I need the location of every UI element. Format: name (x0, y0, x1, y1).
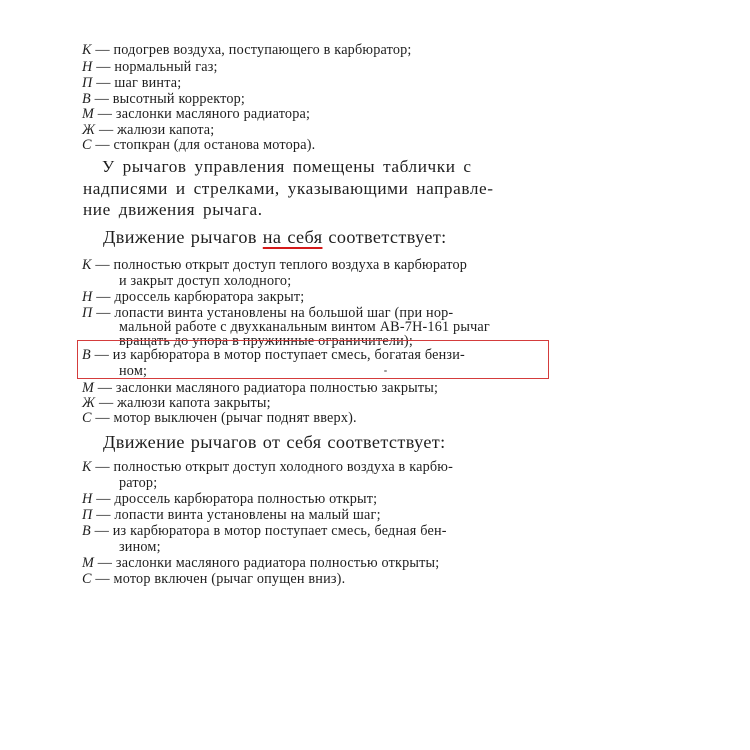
legend-item-m (82, 107, 310, 121)
item-letter: В (82, 523, 91, 539)
legend-letter: В (82, 91, 91, 107)
item-text: — мотор выключен (рычаг поднят вверх). (91, 410, 357, 426)
toward-item-m (82, 381, 438, 395)
item-text: — заслонки масляного радиатора полностью открыты; (94, 555, 440, 571)
item-text: — полностью открыт доступ холодного воздуха в карбю- (91, 459, 454, 475)
legend-text: — стопкран (для останова мотора). (91, 137, 316, 153)
item-letter: М (82, 380, 95, 396)
section-heading-toward (103, 228, 447, 246)
away-item-p (82, 508, 381, 522)
legend-item-s (82, 138, 315, 152)
legend-item-k (82, 43, 412, 57)
item-letter: П (82, 305, 93, 321)
item-text: — дроссель карбюратора закрыт; (92, 289, 305, 305)
item-letter: Н (82, 289, 93, 305)
heading-emphasis: на себя (262, 227, 323, 247)
scan-speck (384, 370, 387, 372)
toward-item-k (82, 258, 467, 272)
away-item-k (82, 460, 453, 474)
paragraph-line: надписями и стрелками, указывающими направле- (83, 179, 494, 198)
legend-letter: Ж (82, 122, 96, 138)
item-letter: С (82, 410, 92, 426)
item-text: — мотор включен (рычаг опущен вниз). (91, 571, 346, 587)
item-text: — жалюзи капота закрыты; (95, 395, 271, 411)
legend-text: — жалюзи капота; (95, 122, 215, 138)
legend-text: — шаг винта; (92, 75, 182, 91)
item-letter: К (82, 257, 92, 273)
away-item-n (82, 492, 377, 506)
item-letter: Ж (82, 395, 96, 411)
away-item-m (82, 556, 439, 570)
section-heading-away: Движение рычагов от себя соответствует: (103, 432, 446, 452)
item-continuation: ном; (119, 363, 148, 379)
item-text: — из карбюратора в мотор поступает смесь, бедная бен- (90, 523, 447, 539)
item-text: — заслонки масляного радиатора полностью закрыты; (94, 380, 439, 396)
item-text: — лопасти винта установлены на малый шаг; (92, 507, 381, 523)
away-item-v (82, 524, 447, 538)
item-text: — дроссель карбюратора полностью открыт; (92, 491, 378, 507)
legend-item-v (82, 92, 245, 106)
legend-text: — заслонки масляного радиатора; (94, 106, 311, 122)
item-continuation: зином; (119, 539, 161, 555)
item-letter: В (82, 347, 91, 363)
legend-letter: К (82, 42, 92, 58)
legend-letter: П (82, 75, 93, 91)
item-letter: Н (82, 491, 93, 507)
highlight-box (77, 340, 549, 379)
item-continuation: и закрыт доступ холодного; (119, 273, 292, 289)
legend-text: — подогрев воздуха, поступающего в карбюратор; (91, 42, 412, 58)
paragraph-line: У рычагов управления помещены таблички с (102, 157, 472, 176)
paragraph-line: ние движения рычага. (83, 200, 263, 219)
legend-item-p (82, 76, 181, 90)
item-continuation: мальной работе с двухканальным винтом АВ-7Н-161 рычаг (119, 319, 490, 335)
item-letter: С (82, 571, 92, 587)
legend-letter: М (82, 106, 95, 122)
item-text: — лопасти винта установлены на большой шаг (при нор- (92, 305, 454, 321)
toward-item-n (82, 290, 304, 304)
heading-text: соответствует: (322, 227, 447, 247)
item-letter: М (82, 555, 95, 571)
item-letter: К (82, 459, 92, 475)
legend-item-zh (82, 123, 214, 137)
legend-item-n (82, 60, 218, 74)
away-item-s (82, 572, 345, 586)
item-text: — полностью открыт доступ теплого воздуха в карбюратор (91, 257, 468, 273)
toward-item-zh (82, 396, 271, 410)
legend-letter: Н (82, 59, 93, 75)
item-text: — из карбюратора в мотор поступает смесь, богатая бензи- (90, 347, 465, 363)
legend-text: — высотный корректор; (90, 91, 246, 107)
legend-text: — нормальный газ; (92, 59, 218, 75)
heading-text: Движение рычагов (103, 227, 263, 247)
legend-letter: С (82, 137, 92, 153)
item-continuation: ратор; (119, 475, 158, 491)
item-letter: П (82, 507, 93, 523)
toward-item-s (82, 411, 357, 425)
item-continuation: вращать до упора в пружинные ограничители); (119, 333, 413, 349)
